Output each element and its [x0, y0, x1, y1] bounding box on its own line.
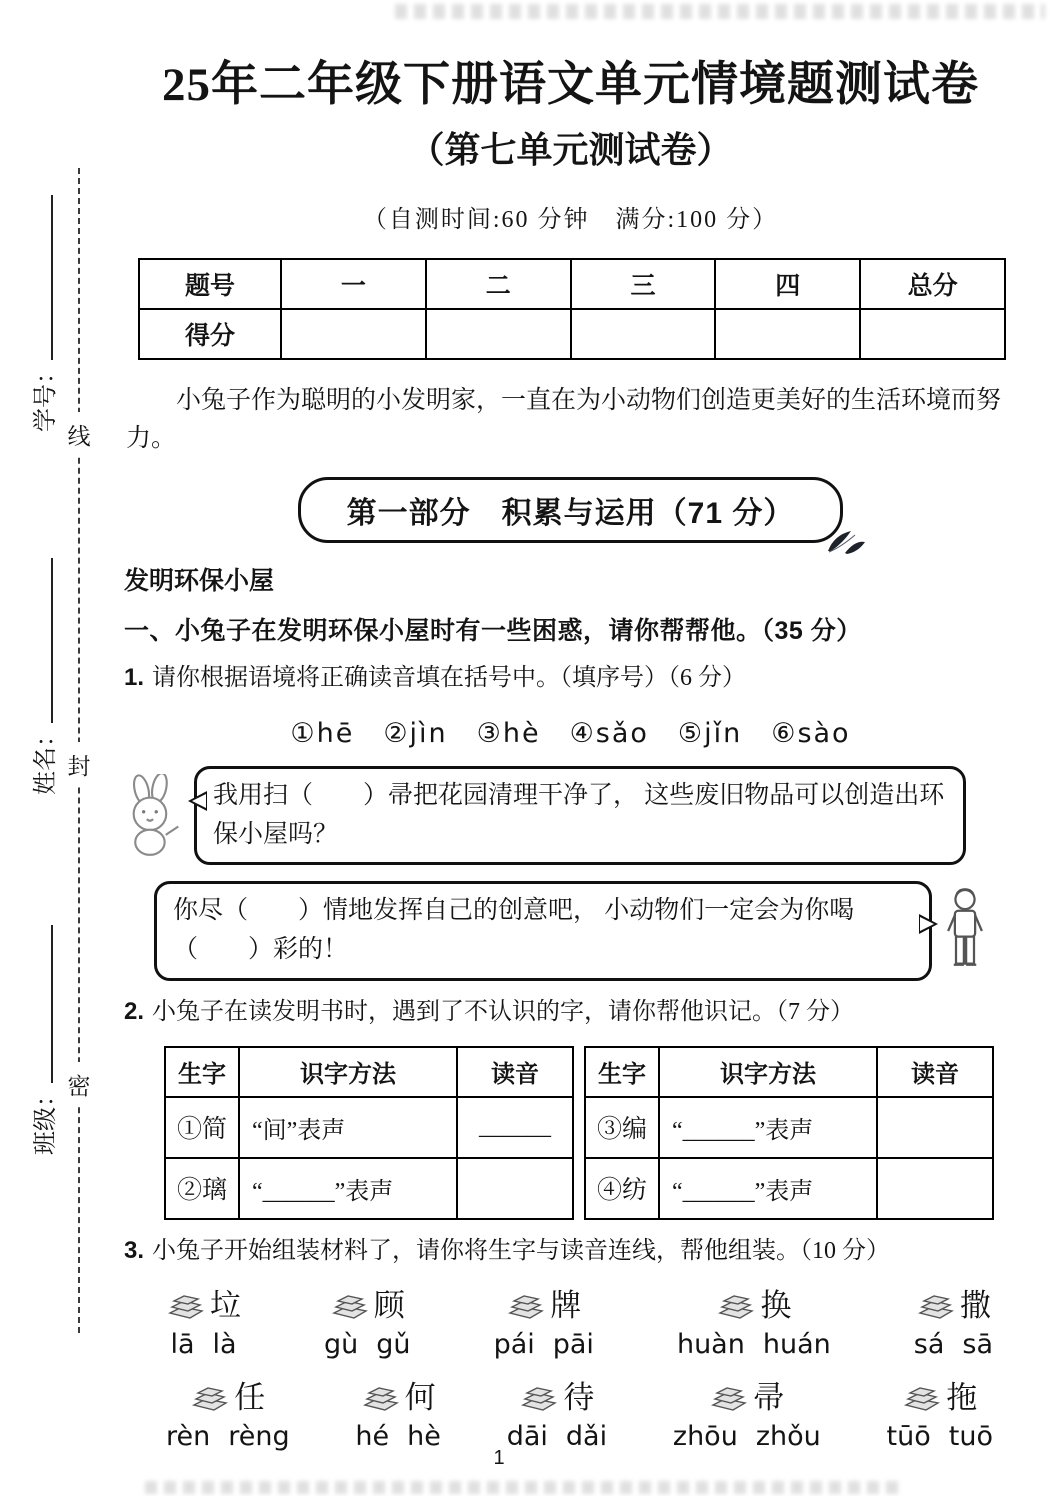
match-cell	[887, 1382, 993, 1452]
match-char: 换	[760, 1288, 792, 1324]
scenario-intro: 小兔子作为聪明的小发明家，一直在为小动物们创造更美好的生活环境而努力。	[126, 387, 1002, 452]
rec-reading-blank	[457, 1158, 573, 1219]
class-blank-line	[51, 925, 53, 1083]
page-subtitle: （第七单元测试卷）	[408, 130, 733, 171]
seal-char-mi: 密	[65, 1062, 93, 1107]
score-row-label: 得分	[139, 309, 281, 359]
student-number-label: 学号：	[33, 360, 59, 432]
section-one-title: 一、小兔子在发明环保小屋时有一些困惑，请你帮帮他。（35 分）	[124, 617, 862, 646]
rec-header-reading: 读音	[877, 1047, 993, 1097]
score-table-header-row	[139, 259, 1005, 309]
score-header-3: 三	[571, 259, 716, 309]
rec-method: “间”表声	[239, 1097, 457, 1158]
boy-icon	[942, 886, 988, 976]
match-cell	[355, 1382, 440, 1452]
rabbit-speech-bubble: 我用扫（ ）帚把花园清理干净了， 这些废旧物品可以创造出环保小屋吗？	[194, 766, 966, 866]
match-char: 待	[563, 1380, 595, 1416]
question-3-number: 3.	[124, 1236, 145, 1264]
question-3-stem: 3. 小兔子开始组装材料了，请你将生字与读音连线，帮他组装。（10 分）	[124, 1236, 891, 1264]
match-pinyin-option: gǔ	[376, 1329, 411, 1361]
exam-paper	[118, 0, 1023, 1452]
student-name-label: 姓名：	[33, 723, 59, 795]
score-header-1: 一	[281, 259, 426, 309]
match-pinyin-option: pái	[493, 1329, 535, 1361]
match-pinyin-option: pāi	[552, 1329, 594, 1361]
rec-reading-blank: ______	[457, 1097, 573, 1158]
match-cell	[324, 1290, 411, 1360]
boy-speech-bubble: 你尽（ ）情地发挥自己的创意吧， 小动物们一定会为你喝（ ）彩的！	[154, 881, 932, 981]
rabbit-icon	[118, 774, 184, 858]
rec-char: ①简	[165, 1097, 239, 1158]
match-pinyin-option: lā	[170, 1329, 195, 1361]
boy-speech-row	[118, 881, 1023, 981]
rec-table-header	[165, 1047, 573, 1097]
score-header-timu: 题号	[139, 259, 281, 309]
score-header-total: 总分	[860, 259, 1005, 309]
match-char: 拖	[946, 1380, 978, 1416]
material-stack-icon	[361, 1383, 401, 1413]
match-pinyin-option: hè	[407, 1421, 441, 1453]
match-pinyin-option: sā	[962, 1329, 993, 1361]
rec-char: ④纺	[585, 1158, 659, 1219]
score-header-4: 四	[715, 259, 860, 309]
match-pinyin-option: hé	[355, 1421, 390, 1453]
print-bleed-bottom	[145, 1481, 905, 1494]
class-field	[26, 897, 60, 1155]
theme-title: 发明环保小屋	[124, 567, 275, 596]
class-label: 班级：	[33, 1083, 59, 1155]
score-cell-empty	[715, 309, 860, 359]
student-number-blank-line	[51, 195, 53, 360]
rabbit-speech-row	[118, 766, 1023, 866]
seal-char-line: 线	[65, 412, 93, 457]
score-cell-empty	[426, 309, 571, 359]
question-1-options: ①hē ②jìn ③hè ④sǎo ⑤jǐn ⑥sào	[290, 717, 851, 749]
score-cell-empty	[860, 309, 1005, 359]
match-char: 顾	[373, 1288, 405, 1324]
material-stack-icon	[916, 1291, 956, 1321]
score-header-2: 二	[426, 259, 571, 309]
matching-row-1	[166, 1290, 993, 1360]
material-stack-icon	[330, 1291, 370, 1321]
rec-char: ②璃	[165, 1158, 239, 1219]
question-1-stem: 1. 请你根据语境将正确读音填在括号中。（填序号）（6 分）	[124, 664, 747, 692]
match-pinyin-option: zhǒu	[755, 1421, 821, 1453]
match-pinyin-option: rèng	[228, 1421, 290, 1453]
match-pinyin-option: dāi	[506, 1421, 548, 1453]
exam-meta: （自测时间:60 分钟 满分:100 分）	[362, 207, 779, 234]
material-stack-icon	[506, 1291, 546, 1321]
student-number-field	[26, 170, 60, 432]
question-1-number: 1.	[124, 664, 145, 692]
rec-header-method: 识字方法	[239, 1047, 457, 1097]
match-pinyin-option: sá	[913, 1329, 945, 1361]
question-2-number: 2.	[124, 997, 145, 1025]
seal-char-feng: 封	[65, 742, 93, 787]
match-char: 垃	[210, 1288, 241, 1324]
score-table	[138, 258, 1006, 360]
rec-header-char: 生字	[585, 1047, 659, 1097]
part1-banner-wrap	[118, 477, 1023, 543]
match-pinyin-option: gù	[324, 1329, 359, 1361]
rec-char: ③编	[585, 1097, 659, 1158]
score-table-score-row	[139, 309, 1005, 359]
match-pinyin-option: rèn	[166, 1421, 211, 1453]
rec-row	[165, 1097, 573, 1158]
score-cell-empty	[571, 309, 716, 359]
recognition-table-right	[584, 1046, 994, 1220]
material-stack-icon	[709, 1383, 749, 1413]
rec-header-method: 识字方法	[659, 1047, 877, 1097]
material-stack-icon	[902, 1383, 942, 1413]
match-char: 任	[234, 1380, 266, 1416]
match-char: 帚	[753, 1380, 785, 1416]
match-pinyin-option: tuō	[948, 1421, 993, 1453]
rec-table-header	[585, 1047, 993, 1097]
material-stack-icon	[716, 1291, 756, 1321]
page-title: 25年二年级下册语文单元情境题测试卷	[162, 59, 979, 111]
match-char: 何	[404, 1380, 436, 1416]
material-stack-icon	[166, 1291, 206, 1321]
match-cell	[494, 1290, 594, 1360]
leaf-decoration-icon	[825, 527, 867, 555]
match-pinyin-option: dǎi	[565, 1421, 608, 1453]
match-cell	[914, 1290, 993, 1360]
match-cell	[507, 1382, 607, 1452]
rec-reading-blank	[877, 1158, 993, 1219]
recognition-table-left	[164, 1046, 574, 1220]
rec-row	[585, 1158, 993, 1219]
match-pinyin-option: tūō	[886, 1421, 931, 1453]
recognition-tables	[164, 1046, 1023, 1220]
match-pinyin-option: huàn	[676, 1329, 745, 1361]
match-pinyin-option: là	[212, 1329, 237, 1361]
question-2-stem: 2. 小兔子在读发明书时，遇到了不认识的字，请你帮他识记。（7 分）	[124, 997, 855, 1025]
rec-row	[585, 1097, 993, 1158]
match-char: 牌	[550, 1288, 582, 1324]
page-number: 1	[493, 1447, 505, 1469]
part1-banner-text: 第一部分 积累与运用（71 分）	[346, 497, 795, 531]
rec-method: “______”表声	[239, 1158, 457, 1219]
student-name-blank-line	[51, 558, 53, 723]
student-name-field	[26, 530, 60, 795]
score-cell-empty	[281, 309, 426, 359]
rec-method: “______”表声	[659, 1097, 877, 1158]
match-pinyin-option: zhōu	[672, 1421, 738, 1453]
rec-header-reading: 读音	[457, 1047, 573, 1097]
rec-header-char: 生字	[165, 1047, 239, 1097]
rec-method: “______”表声	[659, 1158, 877, 1219]
match-char: 撒	[959, 1288, 991, 1324]
rec-row	[165, 1158, 573, 1219]
material-stack-icon	[519, 1383, 559, 1413]
match-pinyin-option: huán	[762, 1329, 831, 1361]
rec-reading-blank	[877, 1097, 993, 1158]
material-stack-icon	[190, 1383, 230, 1413]
match-cell	[677, 1290, 831, 1360]
match-cell	[166, 1382, 290, 1452]
match-cell	[166, 1290, 241, 1360]
match-cell	[673, 1382, 821, 1452]
part1-banner	[298, 477, 844, 543]
matching-row-2	[166, 1382, 993, 1452]
